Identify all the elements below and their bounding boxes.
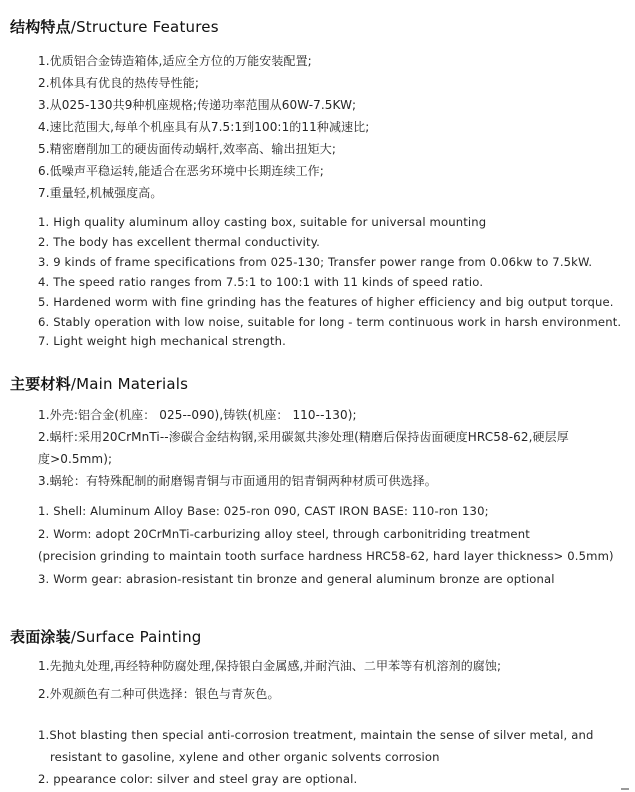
materials-en-line: (precision grinding to maintain tooth surface hardness HRC58-62, hard layer thickness> 0.5mm) — [38, 549, 614, 563]
structure-en-item: 4. The speed ratio ranges from 7.5:1 to 100:1 with 11 kinds of speed ratio. — [38, 275, 484, 289]
structure-en-item: 6. Stably operation with low noise, suitable for long - term continuous work in harsh environment. — [38, 315, 622, 329]
painting-heading — [10, 626, 202, 647]
materials-en-line: 1. Shell: Aluminum Alloy Base: 025-ron 090, CAST IRON BASE: 110-ron 130; — [38, 504, 489, 518]
structure-zh-item: 1.优质铝合金铸造箱体,适应全方位的万能安装配置; — [38, 54, 312, 68]
structure-en-item: 1. High quality aluminum alloy casting box, suitable for universal mounting — [38, 215, 487, 229]
painting-heading-en: /Surface Painting — [70, 628, 202, 646]
materials-heading-en: /Main Materials — [70, 375, 189, 393]
materials-heading — [10, 373, 188, 394]
painting-heading-zh: 表面涂装 — [10, 628, 71, 646]
materials-en-line: 2. Worm: adopt 20CrMnTi-carburizing alloy steel, through carbonitriding treatment — [38, 527, 530, 541]
structure-zh-item: 2.机体具有优良的热传导性能; — [38, 76, 199, 90]
painting-zh-line: 1.先抛丸处理,再经特种防腐处理,保持银白金属感,并耐汽油、二甲苯等有机溶剂的腐蚀; — [38, 659, 502, 673]
materials-zh-line: 3.蜗轮：有特殊配制的耐磨锡青铜与市面通用的铝青铜两种材质可供选择。 — [38, 474, 437, 488]
structure-zh-item: 7.重量轻,机械强度高。 — [38, 186, 163, 200]
structure-en-item: 2. The body has excellent thermal conductivity. — [38, 235, 320, 249]
painting-en-line: 1.Shot blasting then special anti-corrosion treatment, maintain the sense of silver metal, and — [38, 728, 594, 742]
page-corner-mark — [621, 788, 629, 790]
structure-heading-zh: 结构特点 — [10, 18, 71, 36]
structure-en-item: 5. Hardened worm with fine grinding has the features of higher efficiency and big output torque. — [38, 295, 614, 309]
materials-zh-line: 2.蜗杆:采用20CrMnTi--渗碳合金结构钢,采用碳氮共渗处理(精磨后保持齿面硬度HRC58-62,硬层厚 — [38, 430, 569, 444]
structure-zh-item: 4.速比范围大,每单个机座具有从7.5:1到100:1的11种减速比; — [38, 120, 370, 134]
structure-heading-en: /Structure Features — [70, 18, 219, 36]
materials-zh-line: 度>0.5mm); — [38, 452, 113, 466]
materials-zh-line: 1.外壳:铝合金(机座： 025--090),铸铁(机座： 110--130); — [38, 408, 357, 422]
structure-zh-item: 5.精密磨削加工的硬齿面传动蜗杆,效率高、输出扭矩大; — [38, 142, 337, 156]
structure-heading — [10, 16, 219, 37]
painting-en-line: resistant to gasoline, xylene and other organic solvents corrosion — [50, 750, 440, 764]
painting-en-line: 2. ppearance color: silver and steel gray are optional. — [38, 772, 358, 786]
materials-en-line: 3. Worm gear: abrasion-resistant tin bronze and general aluminum bronze are optional — [38, 572, 555, 586]
structure-zh-item: 6.低噪声平稳运转,能适合在恶劣环境中长期连续工作; — [38, 164, 324, 178]
painting-zh-line: 2.外观颜色有二种可供选择：银色与青灰色。 — [38, 687, 280, 701]
materials-heading-zh: 主要材料 — [10, 375, 71, 393]
structure-zh-item: 3.从025-130共9种机座规格;传递功率范围从60W-7.5KW; — [38, 98, 357, 112]
structure-en-item: 7. Light weight high mechanical strength. — [38, 334, 286, 348]
structure-en-item: 3. 9 kinds of frame specifications from 025-130; Transfer power range from 0.06kw to 7.5kW. — [38, 255, 593, 269]
